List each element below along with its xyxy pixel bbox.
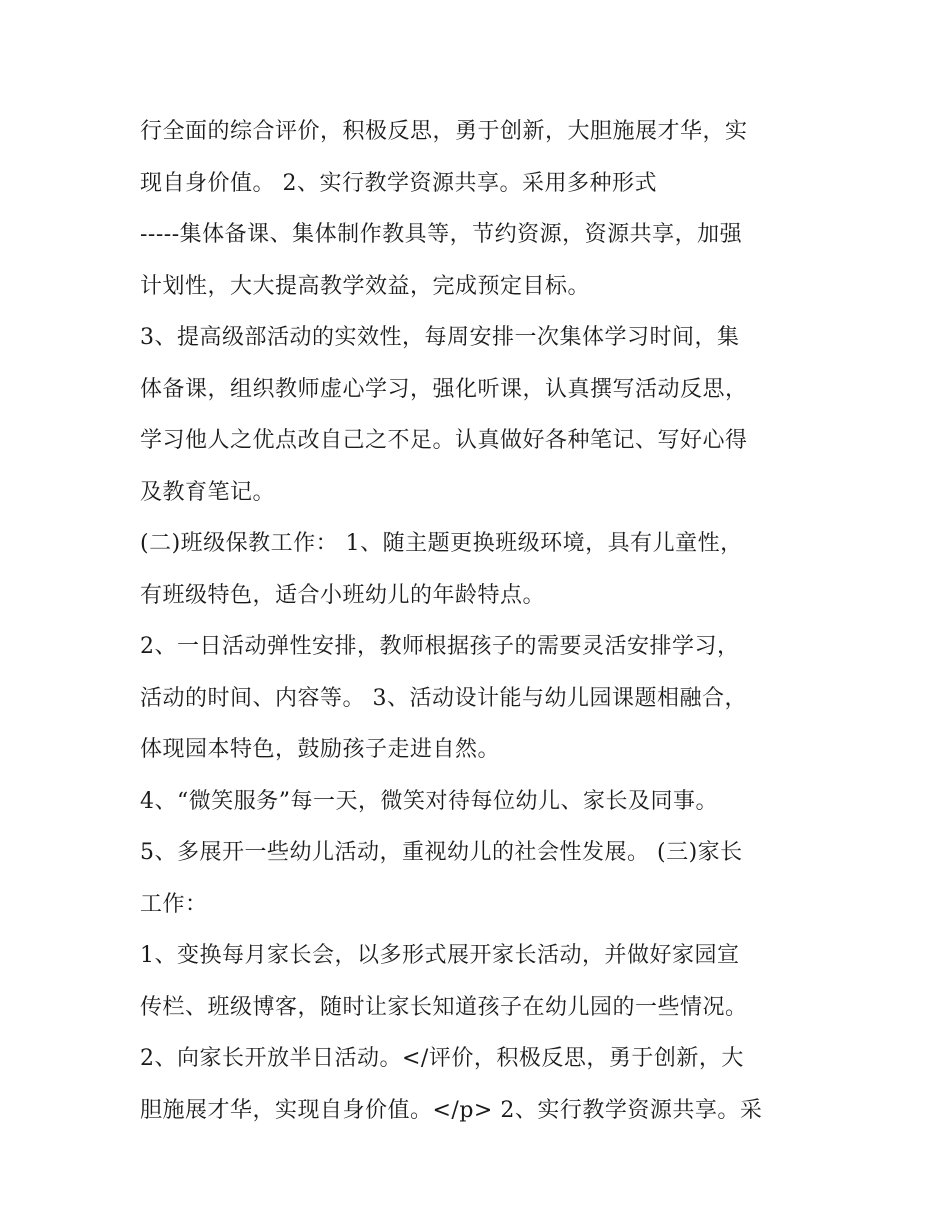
- text-line: 2、向家长开放半日活动。</评价，积极反思，勇于创新，大: [140, 1046, 744, 1071]
- text-line: 现自身价值。 2、实行教学资源共享。采用多种形式: [140, 170, 657, 196]
- text-line: 体备课，组织教师虚心学习，强化听课，认真撰写活动反思，: [140, 376, 748, 402]
- document-body: [140, 106, 820, 1136]
- text-line: 活动的时间、内容等。 3、活动设计能与幼儿园课题相融合，: [140, 685, 747, 711]
- text-line: 工作：: [140, 891, 208, 917]
- text-line: 5、多展开一些幼儿活动，重视幼儿的社会性发展。 (三)家长: [140, 840, 743, 865]
- text-line: 胆施展才华，实现自身价值。</p> 2、实行教学资源共享。采: [140, 1097, 763, 1123]
- text-line: 及教育笔记。: [140, 479, 276, 505]
- text-line: 3、提高级部活动的实效性，每周安排一次集体学习时间，集: [140, 325, 740, 350]
- text-line: (二)班级保教工作： 1、随主题更换班级环境，具有儿童性，: [140, 531, 743, 556]
- text-line: 学习他人之优点改自己之不足。认真做好各种笔记、写好心得: [140, 428, 748, 453]
- text-line: 体现园本特色，鼓励孩子走进自然。: [140, 737, 501, 762]
- text-line: -----集体备课、集体制作教具等，节约资源，资源共享，加强: [140, 222, 743, 247]
- text-line: 行全面的综合评价，积极反思，勇于创新，大胆施展才华，实: [140, 119, 748, 144]
- text-line: 4、“微笑服务”每一天，微笑对待每位幼儿、家长及同事。: [140, 788, 718, 814]
- text-line: 有班级特色，适合小班幼儿的年龄特点。: [140, 582, 546, 608]
- text-line: 2、一日活动弹性安排，教师根据孩子的需要灵活安排学习，: [140, 634, 740, 659]
- text-line: 传栏、班级博客，随时让家长知道孩子在幼儿园的一些情况。: [140, 994, 748, 1020]
- text-line: 计划性，大大提高教学效益，完成预定目标。: [140, 273, 591, 299]
- text-line: 1、变换每月家长会，以多形式展开家长活动，并做好家园宣: [140, 943, 740, 968]
